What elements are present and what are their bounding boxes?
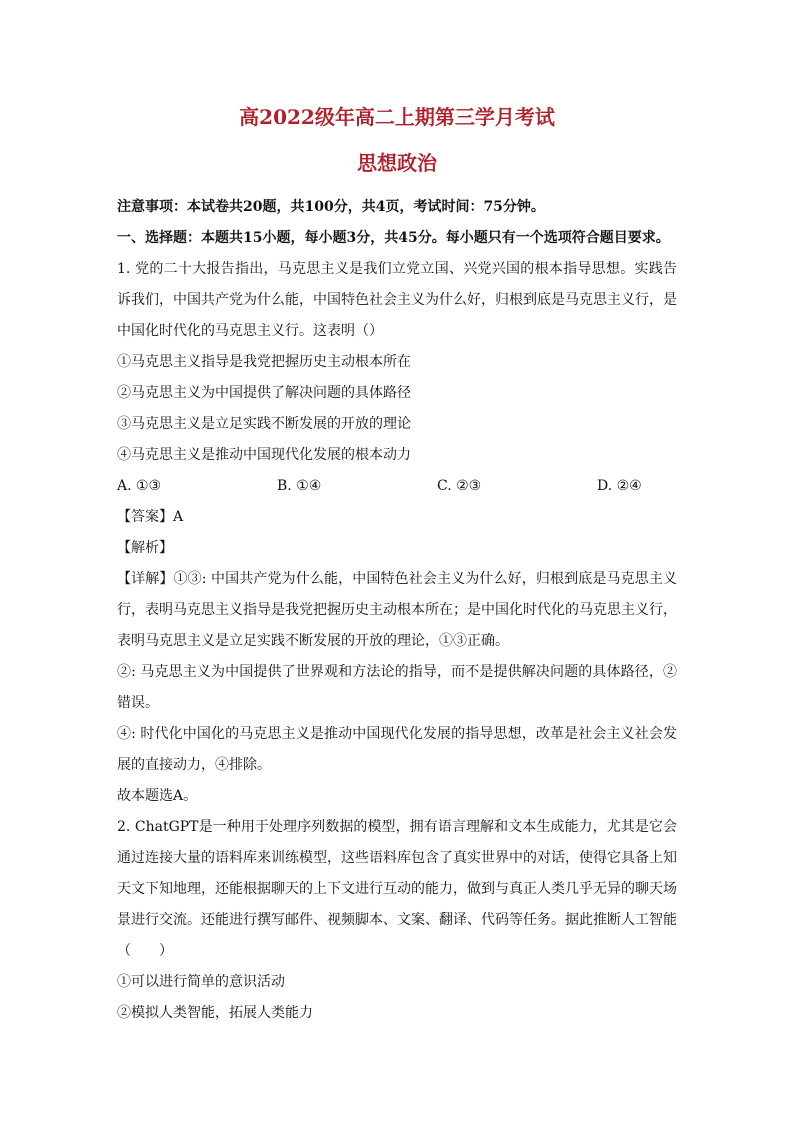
option-d: D. ②④ [597, 478, 642, 494]
option-a: A. ①③ [117, 478, 162, 494]
question-2-stem: 2. ChatGPT是一种用于处理序列数据的模型，拥有语言理解和文本生成能力，尤其是它会通过连接大量的语料库来训练模型，这些语料库包含了真实世界中的对话，使得它具备上知天文下知地理，还能根据聊天的上下文进行互动的能力，做到与真正人类几乎无异的聊天场景进行交流。还能进行撰写邮件、视频脚本、文案、翻译、代码等任务。据此推断人工智能（ ） [117, 819, 677, 959]
question-1-answer: 【答案】A [117, 509, 184, 525]
question-1-item-1: ①马克思主义指导是我党把握历史主动根本所在 [117, 354, 411, 370]
subject-title: 思想政治 [357, 151, 437, 175]
question-1-detail-2: ②: 马克思主义为中国提供了世界观和方法论的指导，而不是提供解决问题的具体路径，②错误。 [117, 664, 677, 711]
question-1-options [117, 471, 677, 502]
option-b: B. ①④ [277, 478, 322, 494]
question-1-detail-4: ④: 时代化中国化的马克思主义是推动中国现代化发展的指导思想，改革是社会主义社会发展的直接动力，④排除。 [117, 726, 677, 773]
exam-notice: 注意事项：本试卷共20题，共100分，共4页，考试时间：75分钟。 [117, 199, 545, 215]
question-1-detail: 【详解】①③: 中国共产党为什么能，中国特色社会主义为什么好，归根到底是马克思主义行，表明马克思主义指导是我党把握历史主动根本所在；是中国化时代化的马克思主义行，表明马克思主义是立足实践不断发展的开放的理论，①③正确。 [117, 571, 677, 649]
question-1-item-3: ③马克思主义是立足实践不断发展的开放的理论 [117, 416, 411, 432]
option-c: C. ②③ [437, 478, 482, 494]
exam-title: 高2022级年高二上期第三学月考试 [239, 105, 555, 129]
section-heading: 一、选择题：本题共15小题，每小题3分，共45分。每小题只有一个选项符合题目要求。 [117, 230, 670, 246]
question-1-item-4: ④马克思主义是推动中国现代化发展的根本动力 [117, 447, 411, 463]
question-1-stem: 1. 党的二十大报告指出，马克思主义是我们立党立国、兴党兴国的根本指导思想。实践告诉我们，中国共产党为什么能，中国特色社会主义为什么好，归根到底是马克思主义行，是中国化时代化的马克思主义行。这表明（） [117, 261, 677, 339]
question-2-item-2: ②模拟人类智能，拓展人类能力 [117, 1005, 313, 1021]
question-1-item-2: ②马克思主义为中国提供了解决问题的具体路径 [117, 385, 411, 401]
question-1-conclusion: 故本题选A。 [117, 788, 198, 804]
page-content [117, 104, 677, 1029]
question-2-item-1: ①可以进行简单的意识活动 [117, 974, 285, 990]
question-1-analysis-label: 【解析】 [117, 540, 173, 556]
